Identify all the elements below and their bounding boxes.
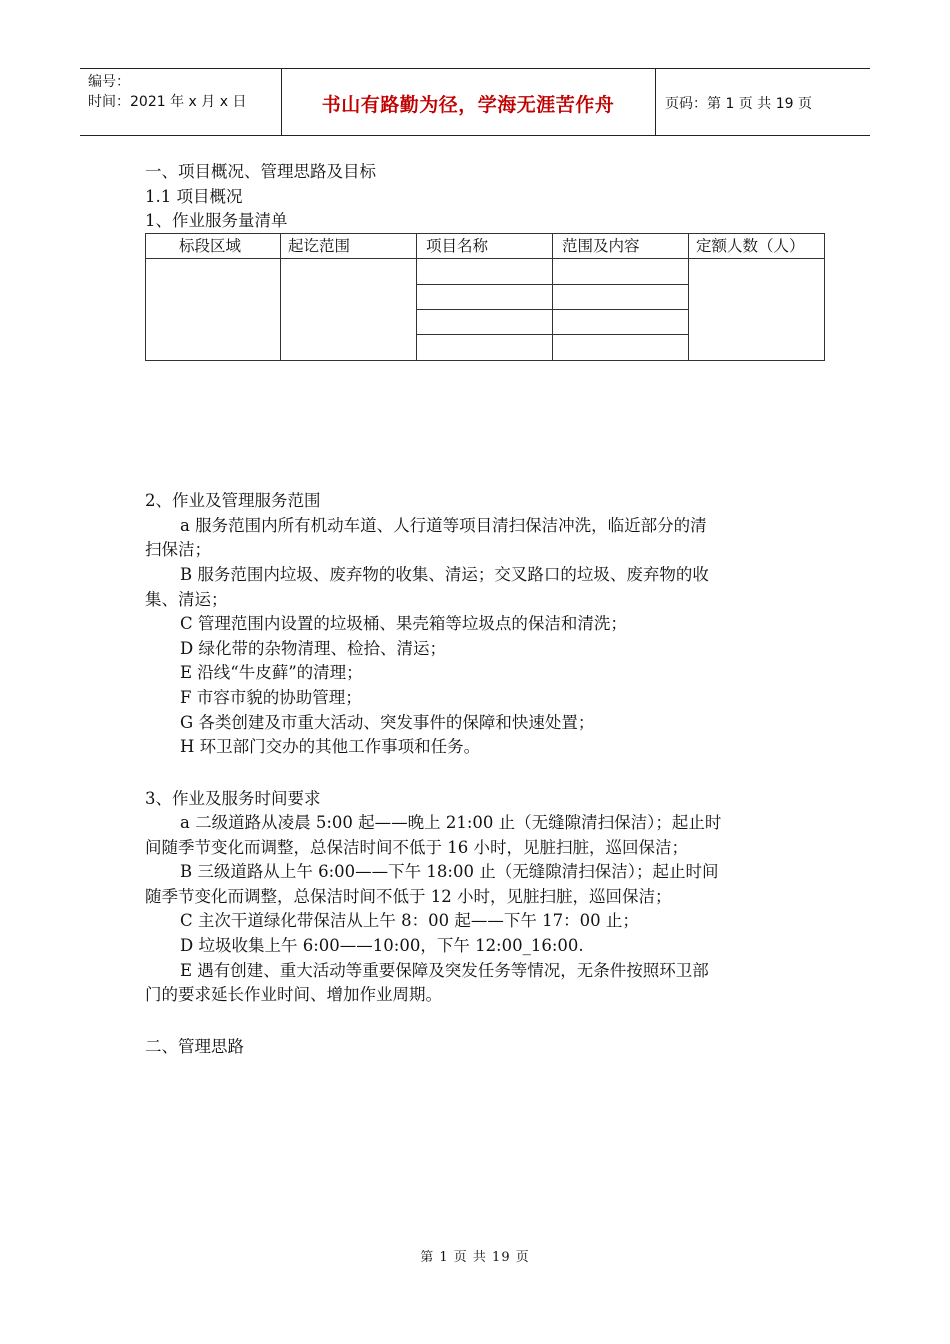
workload-list-title: 1、作业服务量清单 bbox=[145, 211, 288, 230]
table-header-item-name: 项目名称 bbox=[426, 237, 489, 255]
table-header-rule bbox=[145, 258, 825, 259]
document-number-label: 编号： bbox=[88, 74, 130, 90]
table-row-rule bbox=[416, 309, 689, 310]
scope-item-e: E 沿线“牛皮藓”的清理； bbox=[180, 663, 363, 682]
header-meta bbox=[88, 72, 246, 112]
scope-item-h: H 环卫部门交办的其他工作事项和任务。 bbox=[180, 737, 481, 756]
scope-title: 2、作业及管理服务范围 bbox=[145, 491, 321, 510]
service-volume-table bbox=[145, 233, 825, 361]
header-page-info: 页码：第 1 页 共 19 页 bbox=[665, 96, 812, 112]
table-header-range: 起讫范围 bbox=[288, 237, 351, 255]
scope-item-b-line1: B 服务范围内垃圾、废弃物的收集、清运；交叉路口的垃圾、废弃物的收 bbox=[180, 565, 709, 584]
scope-item-f: F 市容市貌的协助管理； bbox=[180, 688, 362, 707]
table-col-divider bbox=[416, 233, 417, 361]
scope-item-a-line1: a 服务范围内所有机动车道、人行道等项目清扫保洁冲洗，临近部分的清 bbox=[180, 516, 707, 535]
header-divider-right bbox=[655, 68, 656, 136]
table-col-divider bbox=[552, 233, 553, 361]
scope-item-c: C 管理范围内设置的垃圾桶、果壳箱等垃圾点的保洁和清洗； bbox=[180, 614, 627, 633]
table-border-top bbox=[145, 233, 825, 234]
page-footer: 第 1 页 共 19 页 bbox=[420, 1250, 530, 1265]
table-col-divider bbox=[688, 233, 689, 361]
section2-title: 二、管理思路 bbox=[145, 1037, 244, 1056]
document-time-label: 时间：2021 年 x 月 x 日 bbox=[88, 94, 247, 110]
time-req-c: C 主次干道绿化带保洁从上午 8：00 起——下午 17：00 止； bbox=[180, 911, 639, 930]
table-row-rule bbox=[416, 334, 689, 335]
time-req-d: D 垃圾收集上午 6:00——10:00，下午 12:00_16:00. bbox=[180, 936, 584, 955]
table-col-divider bbox=[280, 233, 281, 361]
time-req-e-line2: 门的要求延长作业时间、增加作业周期。 bbox=[145, 985, 442, 1004]
scope-item-b-line2: 集、清运； bbox=[145, 590, 228, 609]
header-top-rule bbox=[80, 68, 870, 69]
table-border-bottom bbox=[145, 360, 825, 361]
header-motto: 书山有路勤为径，学海无涯苦作舟 bbox=[321, 94, 615, 116]
page-header bbox=[80, 68, 870, 136]
table-header-staff-quota: 定额人数（人） bbox=[696, 237, 805, 255]
section1-title: 一、项目概况、管理思路及目标 bbox=[145, 162, 376, 181]
time-req-a-line1: a 二级道路从凌晨 5:00 起——晚上 21:00 止（无缝隙清扫保洁）；起止时 bbox=[180, 813, 722, 832]
table-border-right bbox=[824, 233, 825, 361]
time-req-a-line2: 间随季节变化而调整，总保洁时间不低于 16 小时，见脏扫脏，巡回保洁； bbox=[145, 838, 688, 857]
time-req-b-line2: 随季节变化而调整，总保洁时间不低于 12 小时，见脏扫脏，巡回保洁； bbox=[145, 887, 672, 906]
scope-item-a-line2: 扫保洁； bbox=[145, 540, 211, 559]
time-req-e-line1: E 遇有创建、重大活动等重要保障及突发任务等情况，无条件按照环卫部 bbox=[180, 961, 709, 980]
section1-subtitle: 1.1 项目概况 bbox=[145, 187, 243, 206]
time-req-title: 3、作业及服务时间要求 bbox=[145, 789, 321, 808]
table-border-left bbox=[145, 233, 146, 361]
header-bottom-rule bbox=[80, 135, 870, 136]
time-req-b-line1: B 三级道路从上午 6:00——下午 18:00 止（无缝隙清扫保洁）；起止时间 bbox=[180, 862, 719, 881]
table-header-scope-content: 范围及内容 bbox=[562, 237, 640, 255]
table-row-rule bbox=[416, 284, 689, 285]
scope-item-d: D 绿化带的杂物清理、检拾、清运； bbox=[180, 639, 446, 658]
scope-item-g: G 各类创建及市重大活动、突发事件的保障和快速处置； bbox=[180, 713, 595, 732]
table-header-section-area: 标段区域 bbox=[179, 237, 242, 255]
